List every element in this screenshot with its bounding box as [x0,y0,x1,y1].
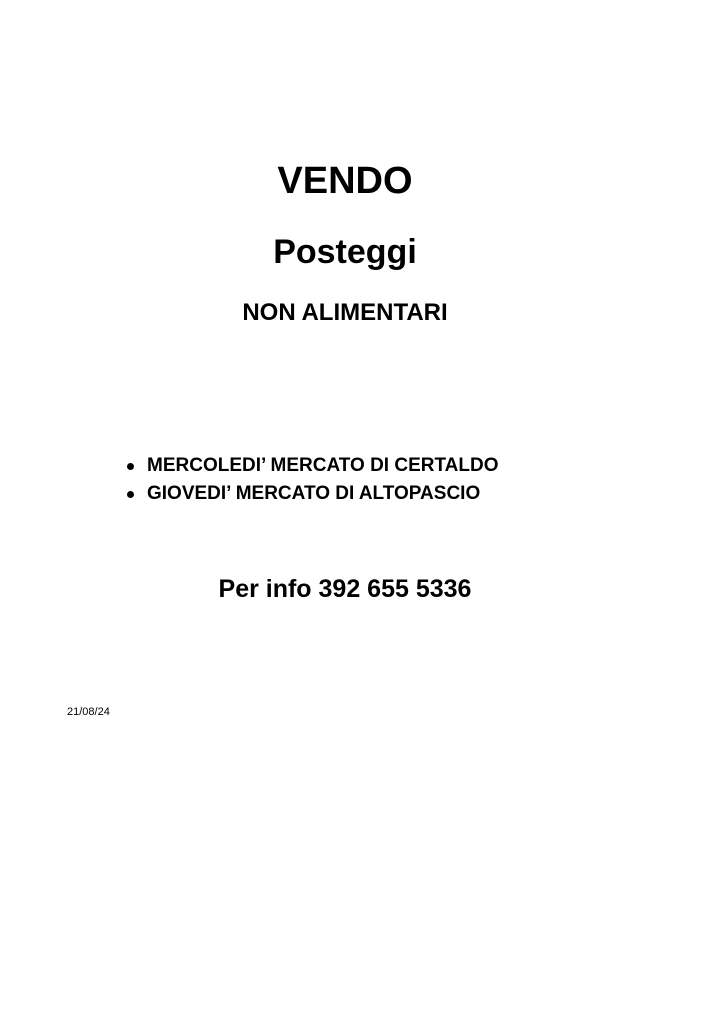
list-item [122,452,499,480]
category-heading: NON ALIMENTARI [242,299,448,326]
bullet-icon [127,463,134,470]
page-title: VENDO [277,160,413,202]
page-subtitle: Posteggi [273,233,417,271]
contact-info: Per info 392 655 5336 [218,575,472,603]
bullet-icon [127,491,134,498]
market-text: GIOVEDI’ MERCATO DI ALTOPASCIO [147,483,481,504]
market-text: MERCOLEDI’ MERCATO DI CERTALDO [147,455,499,476]
list-item [122,480,499,508]
market-list [122,452,499,508]
document-date: 21/08/24 [67,706,110,718]
